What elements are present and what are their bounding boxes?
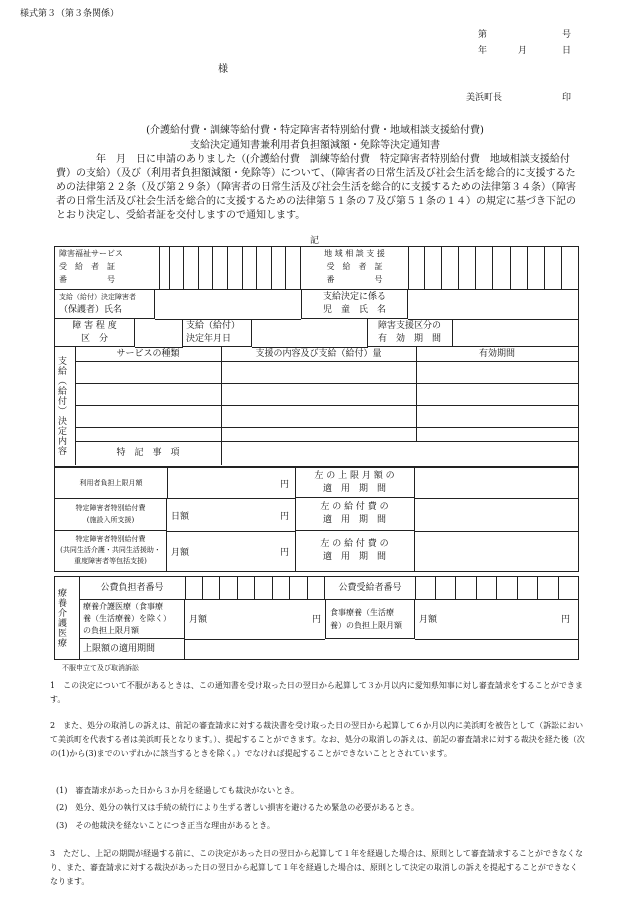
- support-class-period-value: [452, 319, 578, 347]
- payer-no-label: 公費負担者番号: [79, 577, 186, 600]
- facility-benefit-unit: 円: [279, 512, 289, 522]
- decision-content-side-label: 支給（給付）決定内容: [55, 347, 76, 465]
- facility-benefit-period-value: [415, 498, 578, 532]
- chiiki-number-boxes: [408, 247, 578, 290]
- col-service-type: サービスの種類: [75, 347, 222, 362]
- title-line2: 支給決定通知書兼利用者負担額減額・免除等決定通知書: [190, 140, 440, 151]
- facility-benefit-period-label-2: 適 用 期 間: [322, 515, 386, 525]
- chiiki-label-2: 受 給 者 証: [326, 262, 383, 271]
- body-text: 年 月 日に申請のありました（(介護給付費 訓練等給付費 特定障害者特別給付費 地域相談支援給付費）の支給）（及び（利用者負担額減額・免除等）について、（障害者の日常生活及び社会生活を総合的に支援するための法律第２２条（及び第２９条）（障害者の日常生活及び社会生活を総合的に支援するための法律第３４条）（障害者の日常生活及び社会生活を総合的に支援するための法律第５１条の７及び第５１条の１４）の規定に基づき下記のとおり決定し、受給者証を交付しますので通知します。: [56, 154, 576, 221]
- number-go: 号: [562, 30, 572, 40]
- service-row: [75, 405, 578, 428]
- disability-level-value: [135, 319, 183, 348]
- note-sub-3: (3) その他裁決を経ないことにつき正当な理由があるとき。: [56, 821, 275, 830]
- medical-care-table: [54, 576, 579, 660]
- decision-date-label-2: 決定年月日: [186, 334, 232, 344]
- addressee-suffix: 様: [218, 64, 228, 75]
- ki-label: 記: [310, 236, 320, 246]
- care-limit-unit: 円: [311, 615, 321, 625]
- decision-date-label-1: 支給（給付）: [186, 321, 241, 331]
- service-cert-number-boxes: [155, 247, 301, 290]
- burden-limit-label: 利用者負担上限月額: [55, 468, 168, 499]
- form-number: 様式第３（第３条関係）: [20, 9, 120, 19]
- child-label-2: 児 童 氏 名: [322, 305, 386, 315]
- disability-level-label-1: 障 害 程 度: [72, 321, 117, 331]
- child-name-value: [408, 289, 578, 320]
- meal-limit-unit: 円: [560, 615, 570, 625]
- group-benefit-label-2: (共同生活介護・共同生活援助・: [60, 546, 161, 554]
- service-row: [75, 427, 578, 442]
- group-benefit-unit: 円: [279, 548, 289, 558]
- meal-limit-label-2: 養）の負担上限月額: [330, 621, 402, 630]
- facility-benefit-prefix: 日額: [171, 512, 190, 522]
- service-cert-label-1: 障害福祉サービス: [59, 249, 123, 258]
- note-sub-2: (2) 処分、処分の執行又は手続の続行により生ずる著しい損害を避けるため緊急の必要があるとき。: [56, 803, 420, 812]
- number-dai: 第: [478, 30, 488, 40]
- child-label-1: 支給決定に係る: [322, 292, 386, 302]
- medical-care-side-label: 療養介護医療: [55, 577, 80, 659]
- note-3: 3 ただし、上記の期間が経過する前に、この決定があった日の翌日から起算して１年を経過した場合は、原則として審査請求することができなくなり、また、審査請求に対する裁決があった日の翌日から起算して１年を経過した場合は、原則として決定の取消しの訴えを提起することができなくなります。: [50, 849, 584, 886]
- decision-table: [54, 246, 579, 467]
- chiiki-label-1: 地 域 相 談 支 援: [324, 249, 385, 258]
- note-1: 1 この決定について不服があるときは、この通知書を受け取った日の翌日から起算して３か月以内に愛知県知事に対し審査請求をすることができます。: [50, 681, 583, 704]
- facility-benefit-label-2: (施設入所支援): [86, 516, 135, 524]
- col-valid: 有効期間: [416, 347, 578, 362]
- group-benefit-prefix: 月額: [171, 548, 190, 558]
- recipient-no-boxes: [415, 577, 578, 600]
- care-limit-label-3: の負担上限月額: [83, 626, 139, 635]
- care-limit-label-1: 療養介護医療（食事療: [83, 602, 163, 611]
- meal-limit-prefix: 月額: [419, 615, 438, 625]
- disability-level-label-2: 区 分: [80, 334, 108, 344]
- support-class-label-1: 障害支援区分の: [377, 321, 441, 331]
- group-benefit-period-label-1: 左 の 給 付 費 の: [320, 539, 389, 549]
- service-cert-label-2: 受 給 者 証: [59, 262, 115, 271]
- burden-limit-period-label-1: 左 の 上 限 月 額 の: [314, 471, 395, 481]
- col-content: 支援の内容及び支給（給付）量: [221, 347, 417, 362]
- burden-limit-period-label-2: 適 用 期 間: [322, 484, 386, 494]
- support-class-label-2: 有 効 期 間: [377, 334, 441, 344]
- note-sub-1: (1) 審査請求があった日から３か月を経過しても裁決がないとき。: [56, 786, 299, 795]
- notes-heading: 不服申立て及び取消訴訟: [62, 664, 139, 672]
- date-month: 月: [518, 46, 528, 56]
- facility-benefit-label-1: 特定障害者特別給付費: [75, 504, 146, 512]
- chiiki-label-3: 番 号: [326, 275, 383, 284]
- decision-target-name-value: [155, 289, 301, 320]
- date-day: 日: [562, 46, 572, 56]
- decision-target-label-2: （保護者）氏名: [59, 305, 123, 315]
- decision-target-label-1: 支給（給付）決定障害者: [59, 293, 136, 301]
- limit-period-label: 上限額の適用期間: [79, 639, 185, 659]
- group-benefit-label-1: 特定障害者特別給付費: [75, 535, 146, 543]
- burden-limit-table: [54, 467, 579, 572]
- payer-no-boxes: [185, 577, 325, 600]
- service-row: [75, 361, 578, 384]
- date-year: 年: [478, 46, 488, 56]
- meal-limit-label-1: 食事療養（生活療: [330, 608, 394, 617]
- group-benefit-period-label-2: 適 用 期 間: [322, 552, 386, 562]
- special-notes-label: 特 記 事 項: [75, 441, 222, 465]
- group-benefit-label-3: 重度障害者等包括支援): [74, 557, 147, 565]
- recipient-no-label: 公費受給者番号: [325, 577, 416, 600]
- note-2: 2 また、処分の取消しの訴えは、前記の審査請求に対する裁決書を受け取った日の翌日から起算して６か月以内に美浜町を被告として（訴訟において美浜町を代表する者は美浜町長となります。）、提起することができます。なお、処分の取消しの訴えは、前記の審査請求に対する裁決を経た後（次の(1)から(3)までのいずれかに該当するときを除く。）でなければ提起することができないこととされています。: [50, 721, 585, 758]
- burden-limit-period-value: [415, 468, 578, 499]
- seal: 印: [562, 93, 572, 103]
- title-line1: (介護給付費・訓練等給付費・特定障害者特別給付費・地域相談支援給付費): [146, 125, 484, 136]
- service-cert-label-3: 番 号: [59, 275, 115, 284]
- service-row: [75, 383, 578, 406]
- care-limit-prefix: 月額: [189, 615, 208, 625]
- facility-benefit-period-label-1: 左 の 給 付 費 の: [320, 502, 389, 512]
- care-limit-label-2: 養（生活療養）を除く）: [83, 614, 171, 623]
- decision-date-value: [252, 319, 368, 348]
- burden-limit-unit: 円: [279, 480, 289, 490]
- issuer: 美浜町長: [466, 93, 503, 103]
